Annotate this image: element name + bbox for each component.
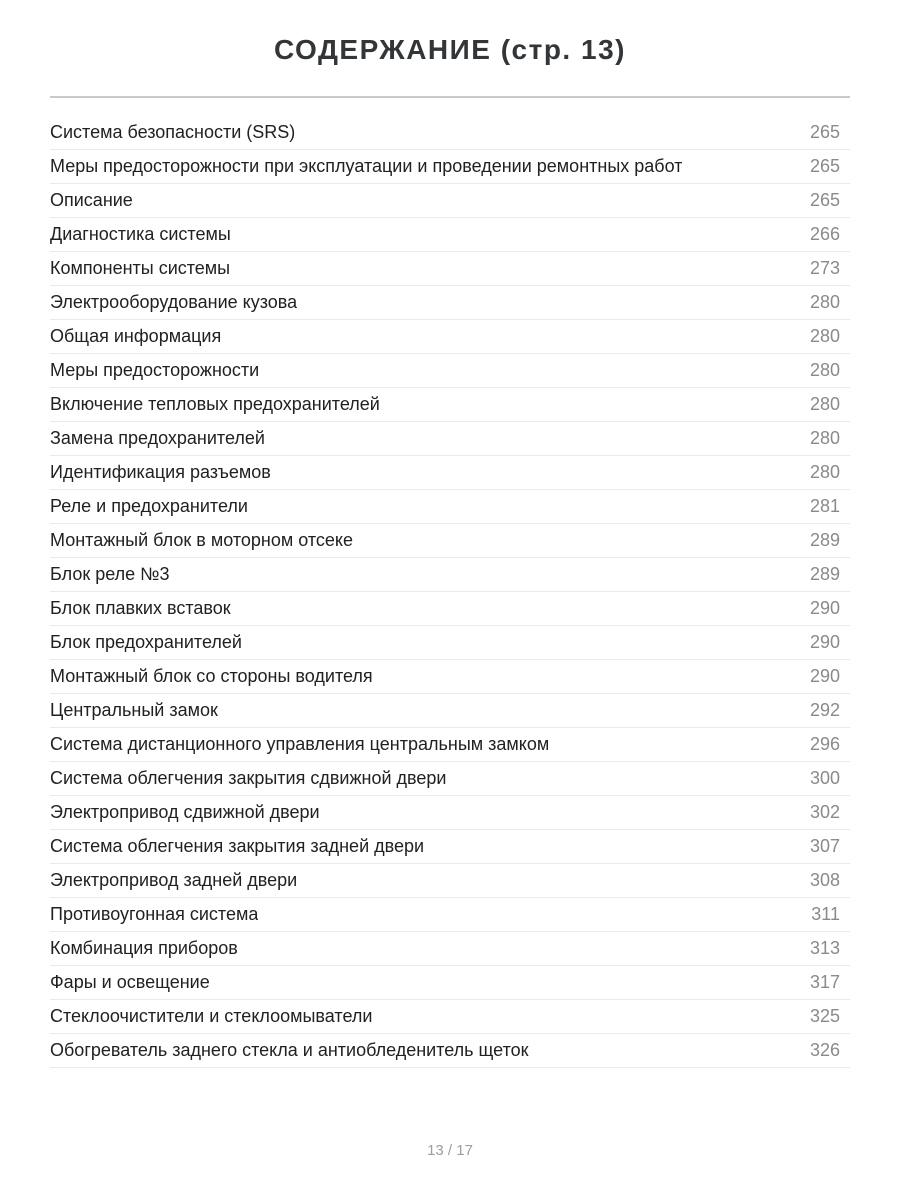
toc-entry[interactable]: [50, 796, 850, 830]
toc-entry-label: Блок реле №3: [50, 564, 170, 584]
toc-entry-label: Компоненты системы: [50, 258, 231, 278]
toc-entry-page-number: 280: [809, 394, 840, 414]
toc-entry[interactable]: [50, 524, 850, 558]
toc-entry-label: Обогреватель заднего стекла и антиобледенитель щеток: [50, 1040, 529, 1060]
toc-entry-label: Электрооборудование кузова: [50, 292, 298, 312]
toc-entry[interactable]: [50, 728, 850, 762]
toc-entry-label: Описание: [50, 190, 133, 210]
toc-entry[interactable]: [50, 1034, 850, 1068]
toc-entry-label: Фары и освещение: [50, 972, 210, 992]
toc-entry-page-number: 290: [809, 666, 840, 686]
toc-entry-page-number: 290: [809, 632, 840, 652]
toc-entry-page-number: 289: [809, 530, 840, 550]
toc-entry-page-number: 280: [809, 360, 840, 380]
toc-entry-label: Центральный замок: [50, 700, 218, 720]
toc-entry[interactable]: [50, 286, 850, 320]
toc-entry[interactable]: [50, 966, 850, 1000]
toc-entry-label: Реле и предохранители: [50, 496, 248, 516]
toc-entry[interactable]: [50, 694, 850, 728]
toc-entry-label: Меры предосторожности: [50, 360, 260, 380]
toc-entry[interactable]: [50, 422, 850, 456]
toc-entry[interactable]: [50, 490, 850, 524]
toc-entry-page-number: 280: [809, 428, 840, 448]
toc-entry-page-number: 265: [809, 190, 840, 210]
toc-entry-label: Блок плавких вставок: [50, 598, 231, 618]
toc-entry-page-number: 280: [809, 326, 840, 346]
toc-entry[interactable]: [50, 116, 850, 150]
toc-entry-label: Диагностика системы: [50, 224, 231, 244]
toc-entry-page-number: 266: [809, 224, 840, 244]
toc-entry[interactable]: [50, 932, 850, 966]
toc-entry-label: Монтажный блок в моторном отсеке: [50, 530, 353, 550]
toc-entry[interactable]: [50, 150, 850, 184]
toc-entry-label: Комбинация приборов: [50, 938, 238, 958]
toc-entry[interactable]: [50, 388, 850, 422]
toc-entry-page-number: 302: [809, 802, 840, 822]
toc-entry[interactable]: [50, 830, 850, 864]
toc-entry-page-number: 313: [809, 938, 840, 958]
page-indicator: 13 / 17: [427, 1142, 473, 1159]
toc-entry-page-number: 265: [809, 122, 840, 142]
page-title: СОДЕРЖАНИЕ (стр. 13): [274, 34, 626, 65]
toc-entry[interactable]: [50, 762, 850, 796]
toc-entry[interactable]: [50, 1000, 850, 1034]
toc-entry-label: Электропривод задней двери: [50, 870, 298, 890]
toc-entry-page-number: 280: [809, 292, 840, 312]
toc-content: [50, 0, 850, 1068]
toc-entry-page-number: 326: [809, 1040, 840, 1060]
toc-entry-page-number: 280: [809, 462, 840, 482]
toc-entry-label: Система безопасности (SRS): [50, 122, 296, 142]
toc-entry-label: Идентификация разъемов: [50, 462, 271, 482]
toc-entry-label: Электропривод сдвижной двери: [50, 802, 320, 822]
toc-entry-page-number: 281: [809, 496, 840, 516]
toc-entry[interactable]: [50, 626, 850, 660]
toc-entry-page-number: 317: [809, 972, 840, 992]
toc-entry-page-number: 265: [809, 156, 840, 176]
toc-entry-label: Включение тепловых предохранителей: [50, 394, 380, 414]
toc-entry-label: Система облегчения закрытия задней двери: [50, 836, 425, 856]
toc-entry[interactable]: [50, 354, 850, 388]
toc-entry[interactable]: [50, 660, 850, 694]
toc-entry[interactable]: [50, 592, 850, 626]
toc-entry[interactable]: [50, 898, 850, 932]
toc-entry-label: Замена предохранителей: [50, 428, 265, 448]
toc-entry-label: Система облегчения закрытия сдвижной двери: [50, 768, 447, 788]
toc-entry[interactable]: [50, 252, 850, 286]
toc-entry[interactable]: [50, 320, 850, 354]
toc-entry-label: Система дистанционного управления центральным замком: [50, 734, 550, 754]
toc-entry-label: Противоугонная система: [50, 904, 259, 924]
toc-entry-page-number: 307: [809, 836, 840, 856]
toc-entry-label: Общая информация: [50, 326, 222, 346]
toc-entry[interactable]: [50, 456, 850, 490]
toc-entry[interactable]: [50, 184, 850, 218]
toc-entry-label: Меры предосторожности при эксплуатации и проведении ремонтных работ: [50, 156, 683, 176]
toc-entry-page-number: 325: [809, 1006, 840, 1026]
toc-entry-page-number: 311: [811, 904, 840, 924]
toc-entry-page-number: 308: [809, 870, 840, 890]
toc-entry-page-number: 292: [809, 700, 840, 720]
toc-entry-page-number: 296: [809, 734, 840, 754]
toc-entry-page-number: 273: [809, 258, 840, 278]
title-divider: [50, 96, 850, 98]
toc-entry[interactable]: [50, 558, 850, 592]
toc-entry-page-number: 290: [809, 598, 840, 618]
toc-entry-page-number: 289: [809, 564, 840, 584]
toc-entry-page-number: 300: [809, 768, 840, 788]
toc-entry[interactable]: [50, 864, 850, 898]
toc-list: [50, 116, 850, 1068]
toc-entry[interactable]: [50, 218, 850, 252]
toc-entry-label: Блок предохранителей: [50, 632, 242, 652]
toc-entry-label: Монтажный блок со стороны водителя: [50, 666, 373, 686]
toc-entry-label: Стеклоочистители и стеклоомыватели: [50, 1006, 373, 1026]
